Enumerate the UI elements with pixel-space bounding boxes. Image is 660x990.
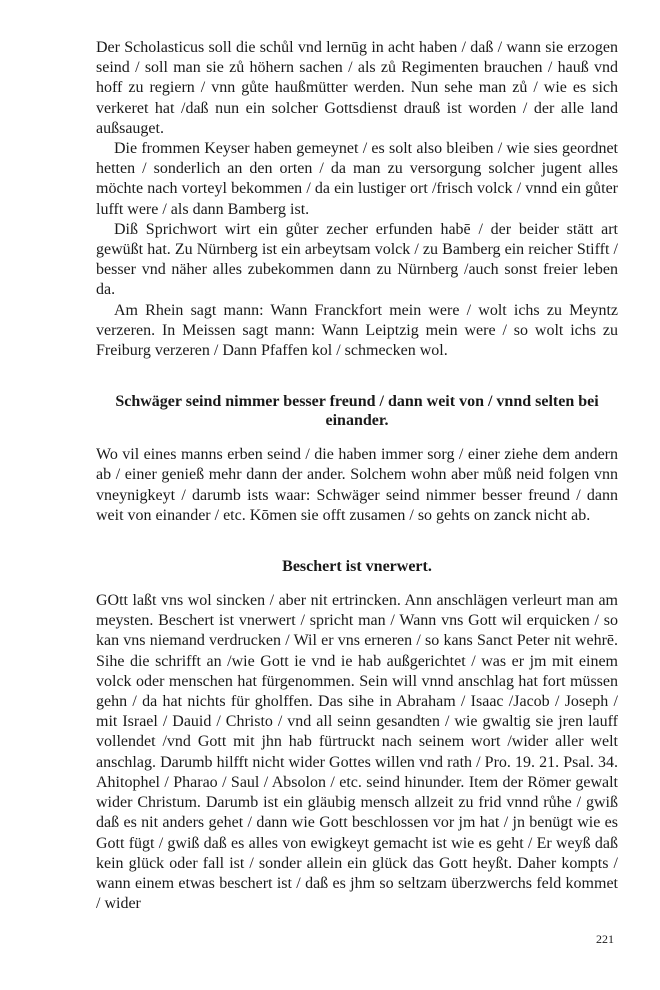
paragraph-gott: GOtt laßt vns wol sincken / aber nit ertrincken. Ann anschlägen verleurt man am meysten. Beschert ist vnerwert / spricht man / Wann vns Gott wil erquicken / so kan vns niemand verdrucken / Wil er vns erneren / so kans Sanct Peter nit wehrē. Sihe die schrifft an /wie Gott ie vnd ie hab außgerichtet / was er jm mit einem volck oder menschen hat fürgenommen. Sein will vnnd anschlag hat fort müssen gehn / da hat nichts für gholffen. Das sihe in Abraham / Isaac /Jacob / Joseph / mit Israel / Dauid / Christo / vnd all seinn gesandten / wie gwaltig sie jren lauff vollendet /vnd Gott mit jhn hab fürtruckt nach seinem wort /wider aller welt anschlag. Darumb hilfft nicht wider Gottes willen vnd rath / Pro. 19. 21. Psal. 34. Ahitophel / Pharao / Saul / Absolon / etc. seind hinunder. Item der Römer gewalt wider Christum. Darumb ist ein gläubig mensch allzeit zu frid vnnd růhe / gwiß daß es nit anders gehet / dann wie Gott beschlossen vor jm hat / jn benügt wie es Gott fügt / gwiß daß es alles von ewigkeyt gemacht ist wie es geht / Er weyß daß kein glück oder fall ist / sonder allein ein glück das Gott heyßt. Daher kompts / wann einem etwas beschert ist / daß es jhm so seltzam überzwerchs feld kommet / wider [96, 592, 618, 913]
heading-schwaeger: Schwäger seind nimmer besser freund / dann weit von / vnnd selten bei einander. [115, 393, 599, 430]
heading-beschert: Beschert ist vnerwert. [282, 558, 432, 576]
paragraph-keyser: Die frommen Keyser haben gemeynet / es solt also bleiben / wie sies geordnet hetten / sonderlich an den orten / da man zu versorgung solcher jugent alles möchte nach vorteyl bekommen / da ein lustiger ort /frisch volck / vnnd ein gůter lufft were / als dann Bamberg ist. [96, 140, 618, 218]
paragraph-rhein: Am Rhein sagt mann: Wann Franckfort mein were / wolt ichs zu Meyntz verzeren. In Meissen sagt mann: Wann Leiptzig mein were / so wolt ichs zu Freiburg verzeren / Dann Pfaffen kol / schmecken wol. [96, 301, 618, 360]
paragraph-erben: Wo vil eines manns erben seind / die haben immer sorg / einer ziehe dem andern ab / einer genieß mehr dann der ander. Solchem wohn aber můß neid folgen vnn vneynigkeyt / darumb ists waar: Schwäger seind nimmer besser freund / dann weit von einander / etc. Kōmen sie offt zusamen / so gehts on zanck nicht ab. [96, 446, 618, 524]
paragraph-sprichwort: Diß Sprichwort wirt ein gůter zecher erfunden habē / der beider stätt art gewüßt hat. Zu Nürnberg ist ein arbeytsam volck / zu Bamberg ein reicher Stifft / besser vnd näher alles zubekommen dann zu Nürnberg /auch sonst freier leben da. [96, 220, 618, 299]
page-number: 221 [596, 932, 614, 946]
paragraph-scholasticus: Der Scholasticus soll die schůl vnd lernūg in acht haben / daß / wann sie erzogen seind / soll man sie zů höhern sachen / als zů Regimenten brauchen / hauß vnd hoff zu regiern / vnn gůte haußmütter werden. Nun sehe man zů / wie es sich verkeret hat /daß nun ein solcher Gottsdienst drauß ist worden / der alle land außsauget. [96, 39, 618, 137]
page-body [96, 38, 618, 914]
